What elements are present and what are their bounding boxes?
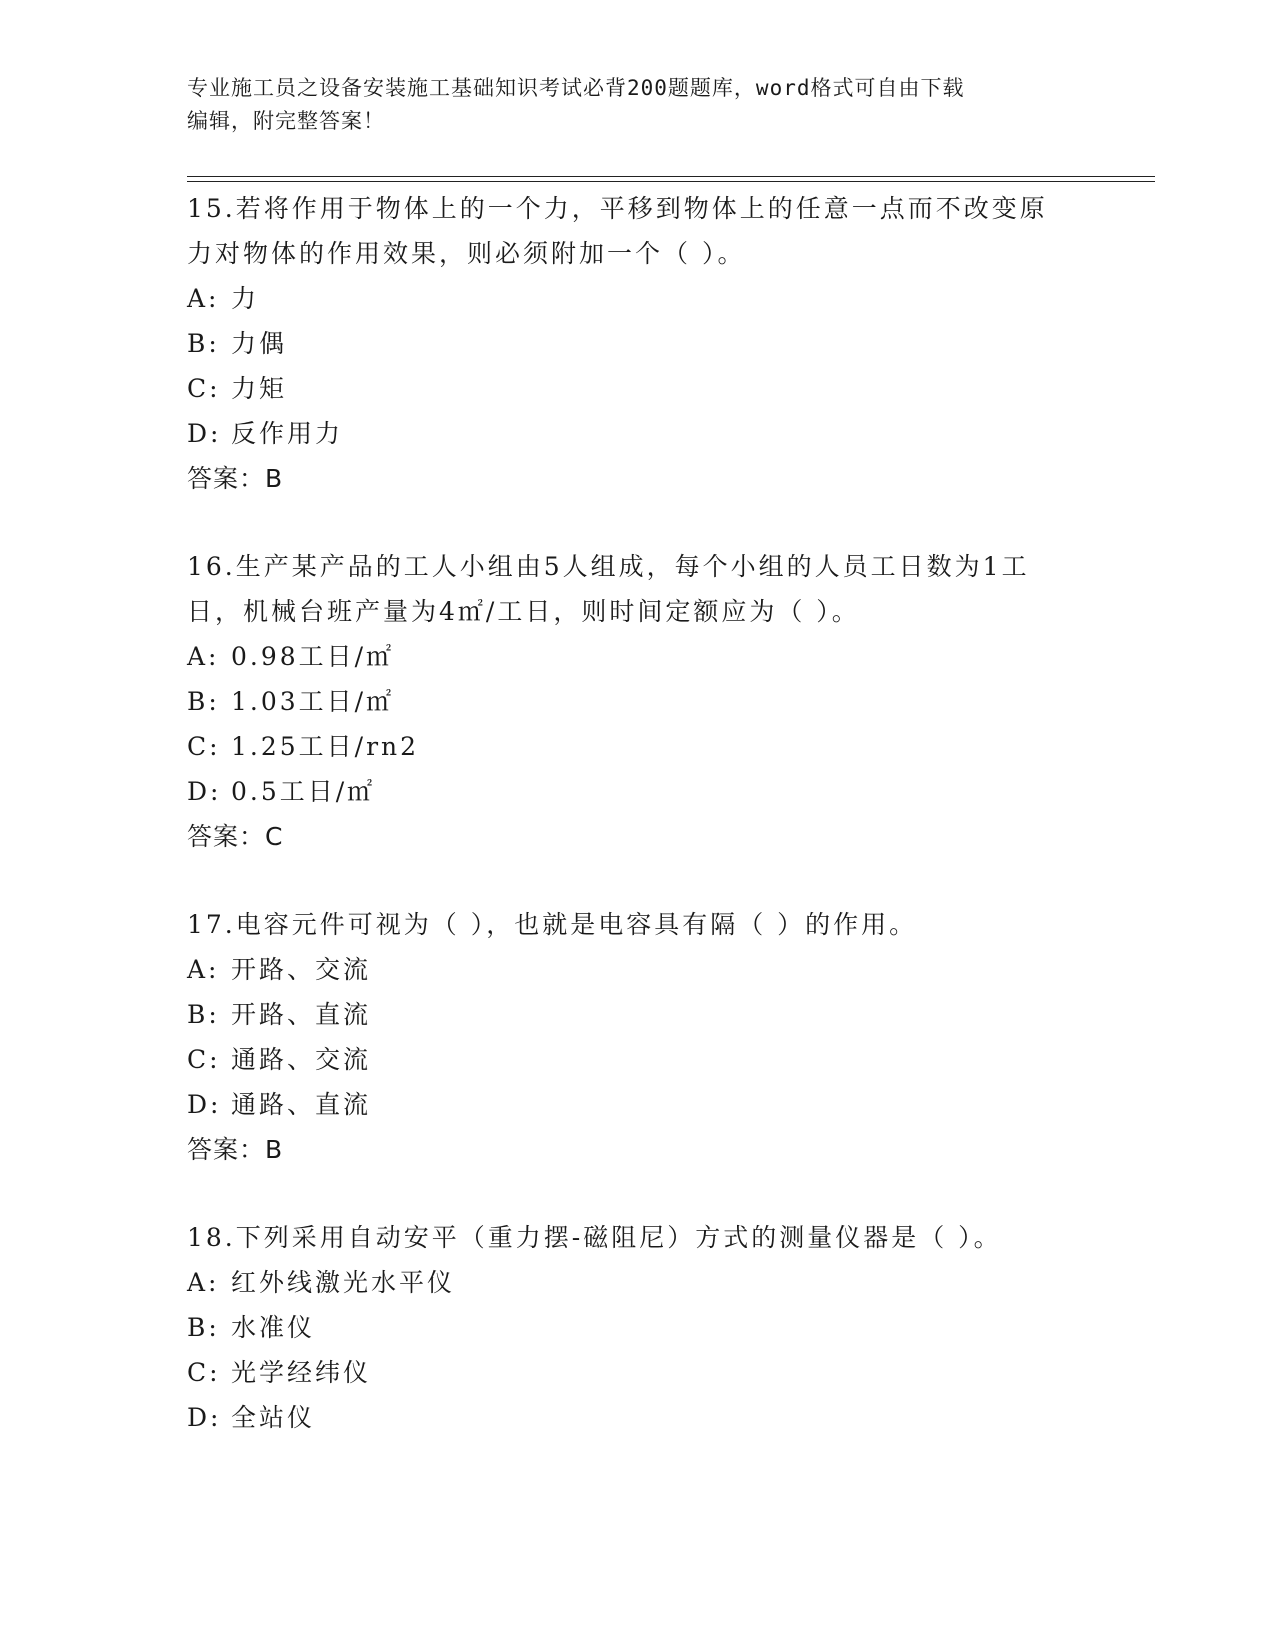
question-stem-line: 16.生产某产品的工人小组由5人组成，每个小组的人员工日数为1工 [187,552,1030,581]
option-a [187,634,1087,679]
answer-label: 答案：B [187,464,284,493]
header-divider-top [187,176,1155,177]
question-stem [187,1215,1087,1260]
option-text: 反作用力 [231,419,344,448]
question-stem [187,902,1087,947]
option-text: 开路、直流 [231,1000,372,1029]
option-text: 0.5工日/㎡ [231,777,376,806]
option-key: B: [187,687,220,716]
question-list [187,186,1087,1483]
option-key: A: [187,284,220,313]
option-key: D: [187,777,222,806]
option-text: 0.98工日/㎡ [231,642,395,671]
option-key: D: [187,1090,222,1119]
question-stem [187,544,1087,634]
question-stem [187,186,1087,276]
header-divider-bottom [187,181,1155,182]
option-key: A: [187,1268,220,1297]
option-a [187,1260,1087,1305]
option-text: 光学经纬仪 [231,1358,372,1387]
option-key: B: [187,329,220,358]
question-stem-line: 15.若将作用于物体上的一个力，平移到物体上的任意一点而不改变原 [187,194,1048,223]
option-c [187,1037,1087,1082]
option-key: C: [187,1045,221,1074]
option-d [187,769,1087,814]
option-text: 力 [231,284,260,313]
header-line-1: 专业施工员之设备安装施工基础知识考试必背200题题库，word格式可自由下载 [187,76,965,100]
option-d [187,1395,1087,1440]
option-b [187,1305,1087,1350]
header-line-2: 编辑，附完整答案！ [187,109,385,133]
option-key: C: [187,374,221,403]
option-text: 全站仪 [231,1403,316,1432]
option-text: 水准仪 [231,1313,316,1342]
question-18 [187,1215,1087,1440]
question-stem-line: 17.电容元件可视为（ ），也就是电容具有隔（ ）的作用。 [187,910,918,939]
option-a [187,276,1087,321]
option-text: 通路、直流 [231,1090,372,1119]
option-b [187,321,1087,366]
option-key: A: [187,642,220,671]
option-d [187,411,1087,456]
option-key: D: [187,1403,222,1432]
option-text: 红外线激光水平仪 [231,1268,456,1297]
document-header [187,72,1067,138]
question-17 [187,902,1087,1172]
option-b [187,679,1087,724]
option-b [187,992,1087,1037]
option-text: 力矩 [231,374,288,403]
option-key: C: [187,1358,221,1387]
answer-label: 答案：B [187,1135,284,1164]
question-stem-line: 力对物体的作用效果，则必须附加一个（ ）。 [187,239,746,268]
question-15 [187,186,1087,501]
option-text: 通路、交流 [231,1045,372,1074]
option-c [187,366,1087,411]
option-key: C: [187,732,221,761]
answer-label: 答案：C [187,822,284,851]
question-stem-line: 18.下列采用自动安平（重力摆-磁阻尼）方式的测量仪器是（ ）。 [187,1223,1002,1252]
option-key: B: [187,1313,220,1342]
option-c [187,1350,1087,1395]
option-text: 1.03工日/㎡ [231,687,395,716]
option-text: 1.25工日/rn2 [231,732,420,761]
option-text: 力偶 [231,329,288,358]
option-d [187,1082,1087,1127]
option-a [187,947,1087,992]
option-c [187,724,1087,769]
question-stem-line: 日，机械台班产量为4㎡/工日，则时间定额应为（ ）。 [187,597,860,626]
question-16 [187,544,1087,859]
option-key: B: [187,1000,220,1029]
option-key: A: [187,955,220,984]
option-text: 开路、交流 [231,955,372,984]
option-key: D: [187,419,222,448]
